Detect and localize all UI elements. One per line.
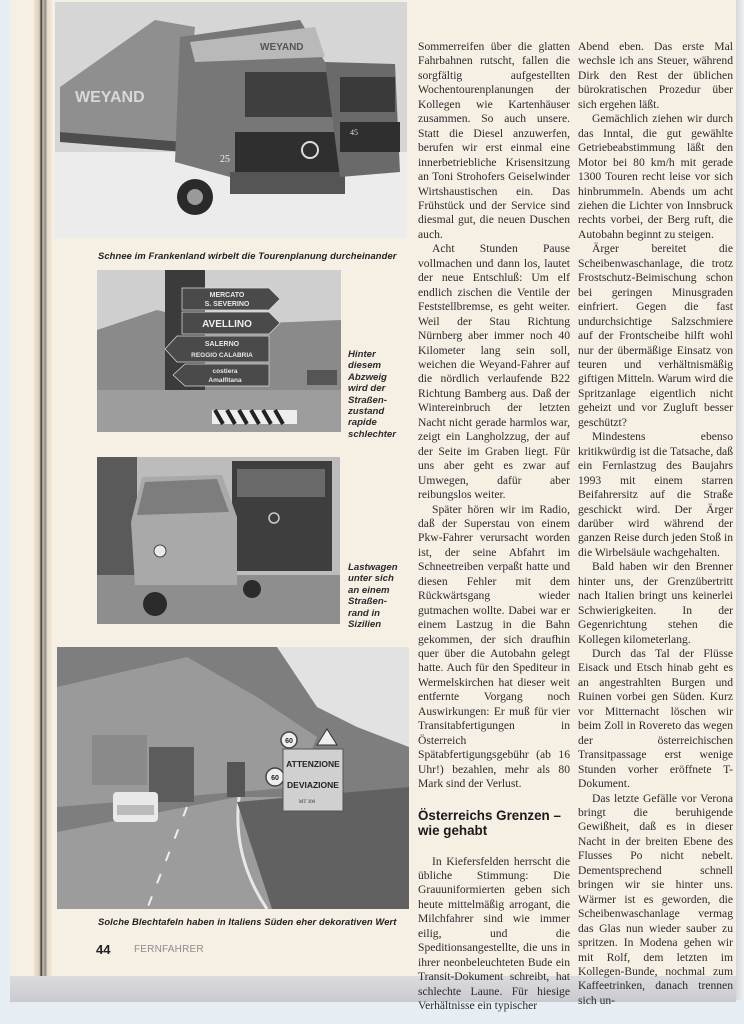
caption-line: Sizilien (348, 619, 382, 631)
speed-sign-bottom: 60 (271, 775, 279, 782)
paragraph: Acht Stunden Pause vollmachen und dann los, lautet der neue Entschluß: Um elf endlich zischen die Ventile der Feststellbremse, es geht weiter. Weil der Stau Richtung Nürnberg aber immer noch 40 Kilometer lang sein soll, weichen die Weyand-Fahrer auf die nördlich verlaufende B22 Richtung Bamberg aus. Daß der Wintereinbruch der letzten Nacht nicht gerade harmlos war, zeigt ein Langholzzug, der auf der Seite im Graben liegt. Für uns aber geht es zwar auf Umwegen, dafür aber reibungslos weiter. (418, 242, 570, 502)
photo-three-wheeler (97, 457, 340, 624)
caption-line: Straßen- (348, 394, 387, 406)
cab-number: 25 (220, 154, 230, 165)
sign-salerno: SALERNO (204, 341, 240, 348)
direction-signs (165, 288, 280, 386)
detour-sign-distance: MT 300 (298, 800, 316, 805)
sign-mercato: MERCATO (209, 292, 245, 299)
photo-road-signs (97, 270, 341, 432)
photo-detour (57, 647, 409, 909)
speed-sign-top: 60 (285, 738, 293, 745)
caption-line: unter sich (348, 573, 394, 585)
article-column-2 (578, 40, 733, 1008)
caption-line: Straßen- (348, 596, 387, 608)
paragraph: Bald haben wir den Brenner hinter uns, der Grenzübertritt nach Italien bringt uns keinerlei Schwierigkeiten. In der Gegenrichtung stehen die Kollegen kilometerlang. (578, 560, 733, 646)
photo-caption-road-signs (348, 349, 418, 440)
caption-line: Lastwagen (348, 562, 398, 573)
paragraph: Gemächlich ziehen wir durch das Inntal, die gut gewählte Getriebeabstimmung läßt den Motor bei 80 km/h mit gerade 1300 Touren recht leise vor sich hinbrummeln. Abends um acht ziehen die Lichter von Innsbruck rechts vorbei, der Berg ruft, die Autobahn beginnt zu steigen. (578, 112, 733, 241)
sign-severino: S. SEVERINO (204, 301, 250, 308)
photo-caption-detour: Solche Blechtafeln haben in Italiens Süden eher dekorativen Wert (98, 916, 397, 927)
paragraph: Ärger bereitet die Scheibenwaschanlage, die trotz Frostschutz-Beimischung schon bei geringen Minusgraden einfriert. Gegen die fast undurchsichtige Salzschmiere auf der Frontscheibe hilft wohl nur der übermäßige Einsatz von teuren und verhältnismäßig giftigen Mitteln. Warum wird die Spritzanlage eigentlich nicht geheizt und vor Zugluft besser geschützt? (578, 242, 733, 429)
caption-line: diesem (348, 360, 382, 372)
caption-line: zustand (348, 406, 385, 418)
sign-amalfitana: Amalfitana (208, 377, 242, 384)
paragraph: Das letzte Gefälle vor Verona bringt die beruhigende Gewißheit, daß es in dieser Nacht in der breiten Ebene des Flusses Po nicht nebelt. Dementsprechend schnell bringen wir sie hinter uns. Wärmer ist es geworden, die Scheibenwaschanlage vermag das Glas nun wieder sauber zu spritzen. In Modena gehen wir mit Rolf, dem letzten im Kollegen-Bunde, nochmal zum Kaffeetrinken, danach trennen sich un- (578, 791, 733, 1007)
trailer-logo: WEYAND (75, 89, 145, 106)
caption-line: an einem (348, 584, 390, 596)
detour-sign-attenzione: ATTENZIONE (286, 759, 340, 769)
page-edge (736, 0, 744, 1000)
caption-line: wird der (348, 383, 386, 395)
binding-spine (34, 0, 52, 1000)
detour-sign-deviazione: DEVIAZIONE (287, 780, 339, 790)
paragraph: Abend eben. Das erste Mal wechsle ich ans Steuer, während Dirk den Rest der üblichen bürokratischen Prozedur über sich ergehen läßt. (578, 40, 733, 111)
photo-caption-trucks: Schnee im Frankenland wirbelt die Tourenplanung durcheinander (98, 250, 397, 261)
cab-logo: WEYAND (260, 42, 304, 53)
page-number: 44 (96, 942, 111, 957)
second-truck-number: 45 (350, 128, 358, 137)
subheading: Österreichs Grenzen – wie gehabt (418, 807, 561, 838)
caption-line: rapide (348, 417, 377, 429)
sign-reggio: REGGIO CALABRIA (191, 352, 253, 359)
paragraph: Durch das Tal der Flüsse Eisack und Etsch hinab geht es an angestrahlten Burgen und Ruinen vorbei gen Süden. Kurz vor Mitternacht löschen wir beim Zoll in Rovereto das wegen der österreichischen Transitpassage erst wenige Stunden vorher eröffnete T-Dokument. (578, 647, 733, 791)
magazine-name: FERNFAHRER (134, 944, 204, 955)
sign-avellino: AVELLINO (202, 319, 252, 330)
article-column-1 (418, 40, 570, 1014)
paragraph: In Kiefersfelden herrscht die übliche Stimmung: Die Grauuniformierten geben sich heute mittelmäßig arrogant, die Milchfahrer sind wie immer eilig, und die Speditionsangestellte, die uns in ihrer neonbeleuchteten Bude ein Transit-Dokument schreibt, hat schlechte Laune. Für hiesige Verhältnisse ein typischer (418, 854, 570, 1013)
caption-line: Abzweig (348, 371, 387, 383)
photo-caption-three-wheeler (348, 562, 418, 630)
sign-costiera: costiera (212, 368, 238, 375)
paragraph: Später hören wir im Radio, daß der Superstau von einem Pkw-Fahrer verursacht worden ist, der seine Abfahrt im Schneetreiben verpaßt hatte und diesen Fehler mit dem Rückwärtsgang wieder gutmachen wollte. Dabei war er einem Lastzug in die Bahn gekommen, der sich draufhin quer über die Autobahn gelegt hatte. Auch für den Spediteur in Wermelskirchen hat dieser weit entfernte Vorgang noch Auswirkungen: Er muß für vier Transitabfertigungen in Österreich Spätabfertigungsgebühr (ab 16 Uhr!) bezahlen, mehr als 80 Mark sind der Verlust. (418, 502, 570, 791)
caption-line: rand in (348, 607, 380, 619)
paragraph: Sommerreifen über die glatten Fahrbahnen rutscht, fallen die sorgfältig aufgestellten Wochentourenplanungen der Kollegen wie Kartenhäuser zusammen. So auch unsere. Statt die Diesel anzuwerfen, berufen wir erst einmal eine innerbetriebliche Krisensitzung an Toni Strohofers Geiselwinder Wirtshaustischen ein. Das Frühstück und der Service sind diesmal gut, die neuen Duschen auch. (418, 40, 570, 241)
photo-trucks-snow (55, 2, 407, 238)
paragraph: Mindestens ebenso kritikwürdig ist die Tatsache, daß ein Fernlastzug des Baujahrs 1993 mit einem starren Beifahrersitz auf die Straße geschickt wird. Der Ärger darüber wird während der ganzen Reise durch jeden Stoß in die Wirbelsäule wachgehalten. (578, 430, 733, 559)
caption-line: Hinter (348, 349, 376, 360)
caption-line: schlechter (348, 428, 396, 440)
